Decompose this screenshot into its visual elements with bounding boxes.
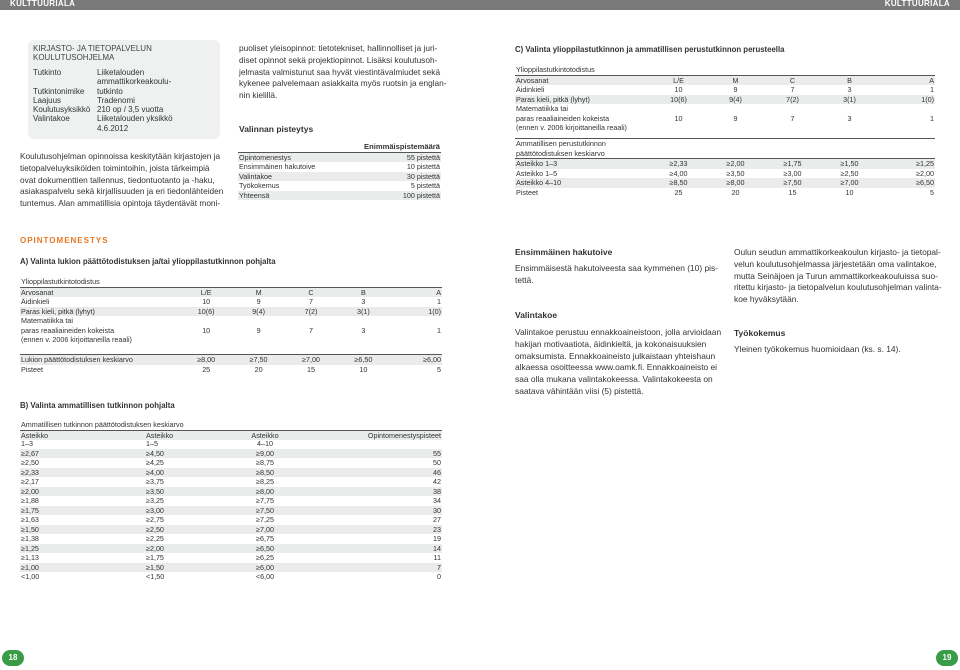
table-cell: 10	[359, 364, 368, 374]
table-row	[20, 534, 442, 544]
table-cell: 7	[308, 325, 313, 335]
table-row	[20, 420, 442, 430]
table-cell: 4–10	[257, 439, 273, 448]
table-cell: <6,00	[255, 572, 275, 581]
table-cell: ≥4,25	[146, 458, 164, 467]
table-header: Arvosanat	[515, 75, 650, 85]
table-row	[238, 181, 441, 191]
table-row	[238, 162, 441, 172]
table-row	[515, 169, 935, 179]
text-line: puoliset yleisopinnot: tietotekniset, hallinnolliset ja juri-	[239, 43, 438, 53]
table-cell: ≥6,50	[337, 355, 389, 365]
table-row	[20, 297, 442, 307]
table-row	[20, 487, 442, 497]
table-cell: ≥7,00	[821, 178, 878, 188]
table-cell: ≥3,25	[146, 496, 164, 505]
table-cell	[325, 439, 442, 449]
table-cell: ≥8,00	[180, 355, 232, 365]
table-row	[515, 104, 935, 114]
hakutoive-heading: Ensimmäinen hakutoive	[515, 247, 613, 257]
table-cell: Pisteet	[516, 187, 538, 197]
table-row	[20, 477, 442, 487]
table-row	[20, 572, 442, 582]
table-cell: ≥8,50	[205, 468, 325, 478]
table-cell: ≥1,25	[878, 159, 935, 169]
text-line: velun koulutusohjelmassa järjestetään oma valintakoe,	[734, 258, 937, 269]
table-cell: <1,50	[146, 572, 165, 581]
info-values	[97, 68, 219, 133]
table-header: M	[707, 75, 764, 85]
text-line: ritettu kirjasto- ja tietopalvelun koulutusohjelman valinta-	[734, 282, 942, 293]
table-cell: 3	[361, 297, 366, 306]
table-cell: Matematiikka tai	[21, 316, 73, 325]
table-cell: 1	[437, 325, 441, 335]
table-subheading: päättötodistuksen keskiarvo	[516, 148, 605, 158]
table-cell: ≥2,00	[916, 168, 934, 178]
table-cell: 10 pistettä	[406, 162, 440, 171]
table-cell: 19	[433, 534, 441, 543]
page-number-left: 18	[2, 650, 24, 666]
table-cell: 38	[325, 487, 442, 497]
table-subheading: Ammatillisen perustutkinnon	[515, 139, 935, 149]
table-row	[20, 458, 442, 468]
table-cell: 0	[437, 572, 441, 581]
info-key: Tutkintonimike	[33, 86, 85, 96]
tableA	[20, 277, 442, 374]
tableB	[20, 420, 442, 440]
table-cell: 20	[731, 187, 740, 197]
info-value: Tradenomi	[97, 95, 135, 105]
info-value: Liiketalouden yksikkö	[97, 114, 173, 124]
table-cell: Matematiikka tai	[516, 104, 568, 113]
table-cell: 1–5	[146, 439, 158, 448]
table-cell: 1–3	[21, 439, 33, 448]
table-cell: 9	[733, 113, 738, 123]
tableB-heading: B) Valinta ammatillisen tutkinnon pohjalta	[20, 401, 175, 410]
table-cell: 27	[433, 515, 441, 524]
info-value: tutkinto	[97, 86, 123, 96]
table-cell: Opintomenestys	[238, 152, 348, 162]
table-header: A	[390, 287, 442, 297]
pisteytys-heading: Valinnan pisteytys	[239, 124, 314, 134]
table-cell: 10	[202, 297, 211, 306]
table-cell: ≥6,25	[256, 553, 274, 562]
table-cell: ≥8,25	[256, 477, 274, 486]
text-line: Oulun seudun ammattikorkeakoulun kirjasto- ja tietopal-	[734, 247, 941, 257]
table-cell: ≥1,50	[145, 563, 205, 573]
header-bar	[0, 0, 960, 10]
text-line: jelmasta valmistunut saa hyvät viestintävalmiudet sekä	[239, 66, 441, 77]
text-line: asiakaspalvelu sekä kirjallisuuden ja eri tiedonlähteiden	[20, 186, 224, 197]
text-line: alkaessa osoitteessa www.oamk.fi. Ennakkoaineisto ei	[515, 362, 718, 373]
table-cell: Valintakoe	[238, 172, 348, 182]
table-cell: ≥7,50	[764, 178, 821, 188]
table-row	[20, 439, 442, 449]
tableA-heading: A) Valinta lukion päättötodistuksen ja/tai ylioppilastutkinnon pohjalta	[20, 257, 276, 266]
table-cell: ≥1,75	[20, 506, 145, 516]
table-cell: ≥4,00	[145, 468, 205, 478]
table-cell: ≥6,50	[205, 544, 325, 554]
table-cell: ≥2,33	[650, 159, 707, 169]
table-cell: 10(6)	[650, 95, 707, 105]
section-heading: OPINTOMENESTYS	[20, 236, 109, 245]
header-right: KULTTUURIALA	[884, 0, 950, 8]
info-key: Koulutusyksikkö	[33, 105, 91, 115]
table-cell: 15	[788, 187, 797, 197]
info-value: 210 op / 3,5 vuotta	[97, 105, 164, 115]
table-cell: ≥8,00	[707, 178, 764, 188]
table-cell: 10	[202, 325, 211, 335]
table-row	[20, 506, 442, 516]
table-row	[20, 515, 442, 525]
table-row	[238, 191, 441, 201]
header-left: KULTTUURIALA	[10, 0, 76, 8]
table-cell: ≥2,25	[146, 534, 164, 543]
info-key: Laajuus	[33, 95, 62, 105]
table-cell: 11	[433, 553, 441, 562]
table-cell: 14	[325, 544, 442, 554]
table-row	[20, 365, 442, 375]
table-cell: 7(2)	[285, 307, 337, 317]
table-cell: ≥2,00	[145, 544, 205, 554]
table-header: Enimmäispistemäärä	[364, 142, 440, 151]
table-row	[20, 335, 442, 345]
text-line: Valintakoe perustuu ennakkoaineistoon, jolla arvioidaan	[515, 327, 722, 337]
intro-paragraph	[20, 151, 230, 210]
tyokokemus-heading: Työkokemus	[734, 328, 786, 338]
table-cell: ≥1,50	[20, 525, 145, 535]
table-cell: 7	[790, 113, 795, 123]
table-cell: Lukion päättötodistuksen keskiarvo	[20, 355, 180, 365]
table-cell: ≥6,50	[878, 178, 935, 188]
table-row	[515, 139, 935, 149]
table-cell: ≥2,50	[840, 168, 859, 178]
info-key: Valintakoe	[33, 114, 70, 124]
table-header: L/E	[180, 287, 232, 297]
table-row	[20, 316, 442, 326]
table-cell: 5	[437, 364, 441, 374]
table-cell: 7	[308, 297, 313, 306]
table-subheading: Ylioppilastutkintotodistus	[516, 65, 595, 74]
table-cell: ≥1,88	[21, 496, 39, 505]
table-cell: 3(1)	[821, 95, 878, 105]
table-cell: ≥8,00	[205, 487, 325, 497]
table-header: C	[285, 287, 337, 297]
table-header: L/E	[650, 75, 707, 85]
table-cell: 7	[790, 85, 795, 94]
table-row	[515, 188, 935, 198]
table-cell: ≥2,50	[21, 458, 39, 467]
table-cell: ≥3,75	[146, 477, 164, 486]
text-line: tuntemus. Alan ammatillisia opintoja täydentävät moni-	[20, 198, 221, 209]
table-cell: ≥7,25	[256, 515, 274, 524]
table-cell: Yhteensä	[238, 191, 348, 201]
table-header: Asteikko	[20, 430, 145, 440]
info-key	[33, 77, 99, 86]
table-cell: ≥7,50	[232, 355, 284, 365]
table-cell: 10(6)	[180, 307, 232, 317]
table-header: Asteikko	[205, 430, 325, 440]
table-cell: ≥3,50	[145, 487, 205, 497]
table-cell: 3(1)	[337, 307, 389, 317]
table-cell: paras reaaliaineiden kokeista	[516, 113, 610, 123]
table-cell: ≥2,75	[146, 515, 164, 524]
table-cell: 20	[254, 364, 263, 374]
table-row	[20, 563, 442, 573]
table-row	[515, 149, 935, 159]
table-cell: 3	[847, 113, 852, 123]
table-subheading: Ylioppilastutkintotodistus	[21, 277, 100, 286]
table-header: A	[878, 75, 935, 85]
table-cell: 9(4)	[232, 307, 284, 317]
table-cell: ≥4,50	[145, 449, 205, 459]
table-cell: 9	[733, 85, 738, 94]
table-cell: paras reaaliaineiden kokeista	[21, 325, 115, 335]
table-header: Asteikko	[145, 430, 205, 440]
text-line: koe hyväksytään.	[734, 294, 799, 305]
text-line: ovat dokumenttien tallennus, tiedontuotanto ja -haku,	[20, 174, 215, 185]
table-cell: 1	[437, 297, 441, 306]
table-cell: 42	[433, 477, 441, 486]
table-cell: 10	[845, 187, 854, 197]
table-cell: ≥1,75	[146, 553, 164, 562]
table-cell: Työkokemus	[239, 181, 280, 190]
table-cell: 7(2)	[764, 95, 821, 105]
table-cell: ≥6,00	[390, 355, 442, 365]
table-cell: Asteikko 1–5	[516, 168, 558, 178]
table-row	[238, 172, 441, 182]
table-cell: ≥8,75	[256, 458, 274, 467]
text-line: mutta Seinäjoen ja Turun ammattikorkeakouluissa suo-	[734, 270, 938, 281]
table-cell: ≥3,50	[726, 168, 745, 178]
table-cell: Äidinkieli	[516, 85, 545, 94]
table-cell: Äidinkieli	[21, 297, 50, 306]
table-cell: 5	[930, 187, 934, 197]
table-row	[20, 525, 442, 535]
tableB-body	[20, 439, 442, 582]
table-row	[515, 95, 935, 105]
text-line: saa olla mukana valintakokeessa. Valintakokeesta on	[515, 374, 713, 385]
table-row	[20, 326, 442, 336]
table-cell: ≥7,50	[205, 506, 325, 516]
table-cell: ≥4,00	[669, 168, 688, 178]
text-line: tettä.	[515, 274, 534, 285]
table-row	[20, 277, 442, 287]
table-spacer	[20, 345, 442, 355]
table-cell: 30 pistettä	[348, 172, 441, 182]
text-line: nin kielillä.	[239, 90, 278, 101]
table-cell: 23	[325, 525, 442, 535]
table-cell: ≥2,67	[20, 449, 145, 459]
text-line: hakijan motivaatiota, äidinkieltä, ja kokonaisuuksien	[515, 338, 707, 349]
valintakoe-paragraph	[515, 327, 730, 398]
table-cell: <1,00	[21, 572, 40, 581]
table-cell: ≥7,00	[285, 355, 337, 365]
table-cell: ≥9,00	[205, 449, 325, 459]
table-row	[20, 449, 442, 459]
table-row	[515, 123, 935, 133]
table-cell: 9	[256, 325, 261, 335]
table-cell: Asteikko 4–10	[515, 178, 650, 188]
text-line: diset opinnot sekä projektiopinnot. Lisäksi koulutusoh-	[239, 54, 438, 65]
table-row	[20, 496, 442, 506]
col2-paragraph	[239, 43, 449, 102]
table-cell: ≥2,50	[145, 525, 205, 535]
table-header: Opintomenestyspisteet	[325, 430, 442, 440]
table-row	[515, 178, 935, 188]
table-cell: 9(4)	[707, 95, 764, 105]
table-cell: Ensimmäinen hakutoive	[239, 162, 316, 171]
table-cell: 30	[325, 506, 442, 516]
table-row	[20, 553, 442, 563]
info-keys	[33, 68, 99, 124]
table-cell: ≥3,00	[145, 506, 205, 516]
info-value: 4.6.2012	[97, 123, 129, 133]
table-header: B	[337, 287, 389, 297]
page-number-right: 19	[936, 650, 958, 666]
table-cell: ≥1,63	[21, 515, 39, 524]
table-subheading: Ammatillisen tutkinnon päättötodistuksen keskiarvo	[21, 420, 184, 429]
table-row	[515, 65, 935, 75]
text-line: saatava vähintään viisi (5) pistettä.	[515, 385, 644, 396]
table-cell: (ennen v. 2006 kirjoittaneilla reaali)	[516, 123, 627, 132]
program-title: KIRJASTO- JA TIETOPALVELUN KOULUTUSOHJELMA	[33, 44, 152, 62]
table-cell: ≥3,00	[783, 168, 802, 178]
table-cell: ≥2,00	[707, 159, 764, 169]
table-cell: ≥2,00	[20, 487, 145, 497]
table-cell: (ennen v. 2006 kirjoittaneilla reaali)	[21, 335, 132, 344]
valintakoe-heading: Valintakoe	[515, 310, 558, 320]
table-header-row	[238, 142, 441, 152]
table-header-row	[20, 287, 442, 297]
table-cell: ≥1,13	[21, 553, 39, 562]
table-cell: 34	[433, 496, 441, 505]
table-header: B	[821, 75, 878, 85]
text-line: tietopalveluyksiköiden toimintoihin, joista tärkeimpiä	[20, 162, 210, 173]
table-cell: 1	[930, 85, 934, 94]
tableC	[515, 65, 935, 197]
table-cell: ≥8,50	[650, 178, 707, 188]
table-cell: ≥7,00	[205, 525, 325, 535]
table-cell: Pisteet	[21, 364, 43, 374]
table-cell: 15	[306, 364, 315, 374]
table-cell: 25	[202, 364, 211, 374]
table-cell: 7	[325, 563, 442, 573]
table-cell: 3	[361, 325, 366, 335]
table-cell: Paras kieli, pitkä (lyhyt)	[515, 95, 650, 105]
table-cell: 10	[674, 85, 683, 94]
table-row	[238, 152, 441, 162]
table-cell: 1	[930, 113, 934, 123]
table-cell: Paras kieli, pitkä (lyhyt)	[20, 307, 180, 317]
table-row	[515, 85, 935, 95]
table-cell: 55	[325, 449, 442, 459]
table-cell: ≥2,17	[21, 477, 39, 486]
table-cell: 3	[847, 85, 852, 94]
table-cell: Asteikko 1–3	[515, 159, 650, 169]
table-header: M	[232, 287, 284, 297]
table-cell: ≥1,75	[764, 159, 821, 169]
table-row	[20, 345, 442, 355]
program-info-box	[28, 40, 220, 139]
table-row	[515, 159, 935, 169]
text-line: Ensimmäisestä hakutoiveesta saa kymmenen (10) pis-	[515, 263, 718, 273]
table-header-row	[515, 75, 935, 85]
text-line: Koulutusohjelman opinnoissa keskitytään kirjastojen ja	[20, 151, 221, 161]
table-cell: ≥1,00	[20, 563, 145, 573]
table-cell: 9	[256, 297, 261, 306]
table-cell: 100 pistettä	[348, 191, 441, 201]
table-cell: ≥2,33	[20, 468, 145, 478]
table-cell: 55 pistettä	[348, 152, 441, 162]
table-row	[20, 468, 442, 478]
table-cell: 1(0)	[878, 95, 935, 105]
text-line: kykenee palvelemaan asiakkaita myös ruotsin ja englan-	[239, 78, 447, 89]
table-row	[20, 307, 442, 317]
table-cell: ≥7,75	[256, 496, 274, 505]
table-cell: ≥1,50	[821, 159, 878, 169]
table-cell: 25	[674, 187, 683, 197]
table-cell: ≥1,25	[20, 544, 145, 554]
table-cell: ≥1,38	[21, 534, 39, 543]
table-cell: ≥6,00	[205, 563, 325, 573]
table-cell: 1(0)	[390, 307, 442, 317]
info-value: Liiketalouden ammattikorkeakoulu-	[97, 68, 172, 87]
table-row	[515, 114, 935, 124]
table-cell: 50	[433, 458, 441, 467]
col4-paragraph	[734, 247, 944, 306]
table-row	[20, 355, 442, 365]
table-cell: 46	[325, 468, 442, 478]
table-cell: 5 pistettä	[410, 181, 440, 190]
text-line: omaksumista. Ennakkoaineisto julkaistaan yhteishaun	[515, 350, 716, 361]
tyokokemus-text: Yleinen työkokemus huomioidaan (ks. s. 14).	[734, 344, 901, 354]
tableC-heading: C) Valinta ylioppilastutkinnon ja ammatillisen perustutkinnon perusteella	[515, 45, 785, 54]
table-cell: 10	[674, 113, 683, 123]
table-cell: ≥6,75	[256, 534, 274, 543]
hakutoive-paragraph	[515, 263, 725, 287]
pisteytys-table	[238, 142, 441, 200]
table-header: Arvosanat	[20, 287, 180, 297]
table-row	[20, 544, 442, 554]
info-key: Tutkinto	[33, 68, 62, 77]
table-header: C	[764, 75, 821, 85]
